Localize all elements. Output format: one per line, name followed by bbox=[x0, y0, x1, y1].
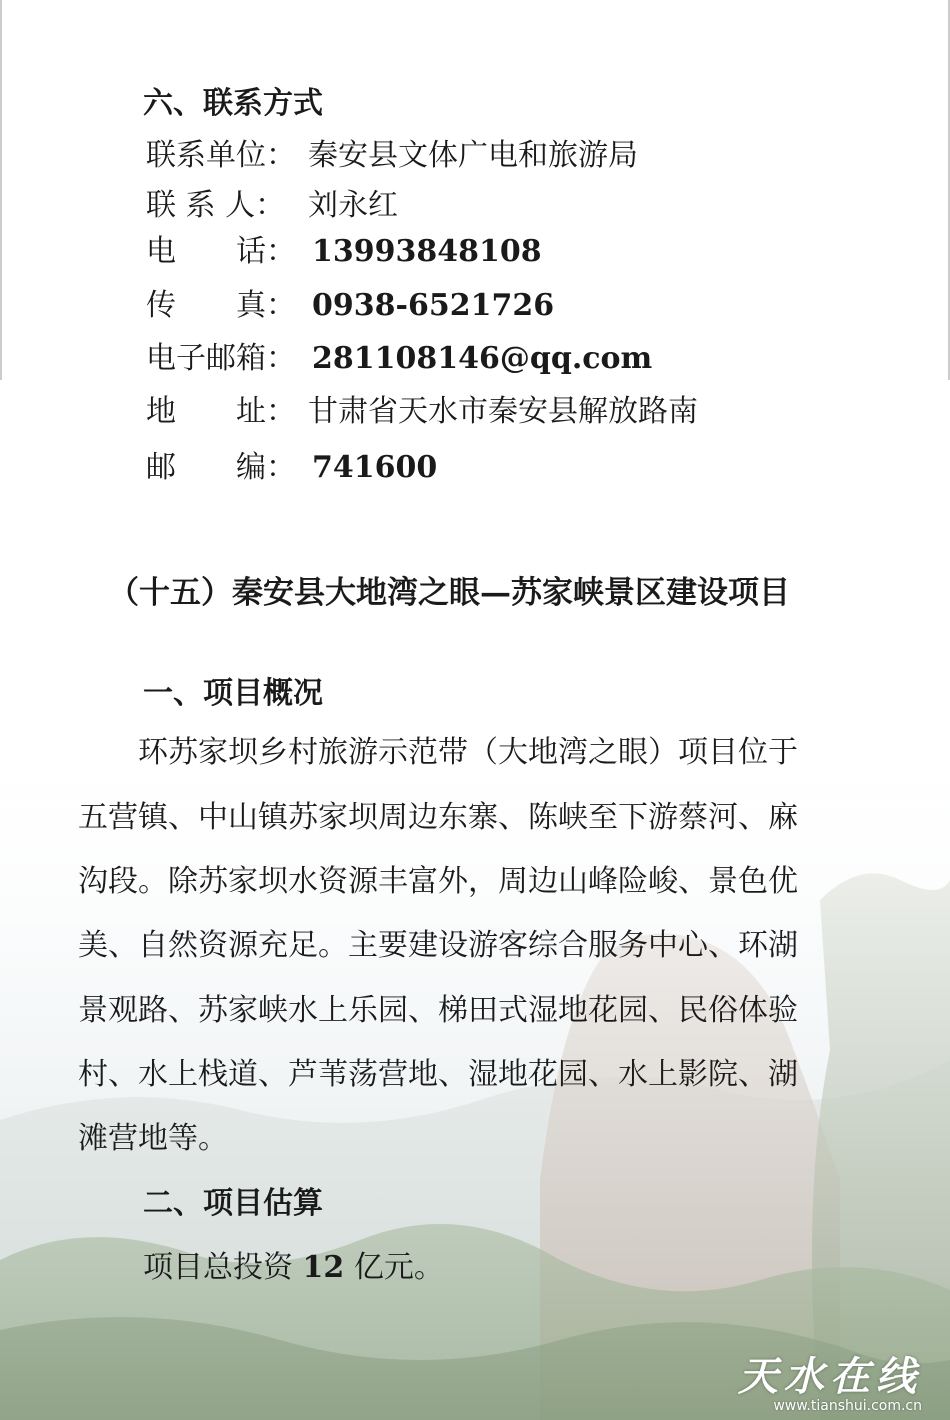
contact-label: 电 话： bbox=[146, 234, 296, 269]
contact-label: 地 址： bbox=[146, 394, 296, 429]
contact-label: 传 真： bbox=[146, 288, 296, 323]
estimate-suffix: 亿元。 bbox=[353, 1250, 444, 1285]
watermark-logo: 天水在线 bbox=[738, 1354, 922, 1400]
contact-value: 281108146@qq.com bbox=[312, 341, 653, 376]
paragraph-line: 村、水上栈道、芦苇荡营地、湿地花园、水上影院、湖 bbox=[78, 1057, 798, 1092]
estimate-text bbox=[143, 1250, 444, 1286]
contact-value: 0938-6521726 bbox=[312, 288, 555, 323]
watermark-url: www.tianshui.com.cn bbox=[773, 1398, 922, 1414]
estimate-amount: 12 bbox=[302, 1250, 345, 1285]
contact-value: 刘永红 bbox=[308, 188, 398, 223]
contact-value: 13993848108 bbox=[312, 234, 542, 269]
paragraph-line: 五营镇、中山镇苏家坝周边东寨、陈峡至下游蔡河、麻 bbox=[78, 800, 798, 835]
paragraph-line: 沟段。除苏家坝水资源丰富外，周边山峰险峻、景色优 bbox=[78, 864, 798, 899]
contact-value: 741600 bbox=[312, 450, 438, 485]
paragraph-line: 美、自然资源充足。主要建设游客综合服务中心、环湖 bbox=[78, 928, 798, 963]
contact-label: 电子邮箱： bbox=[146, 341, 296, 376]
estimate-prefix: 项目总投资 bbox=[143, 1250, 293, 1285]
contact-heading: 六、联系方式 bbox=[143, 86, 323, 121]
estimate-heading: 二、项目估算 bbox=[143, 1186, 323, 1221]
project-title: （十五）秦安县大地湾之眼—苏家峡景区建设项目 bbox=[108, 575, 790, 611]
contact-value: 秦安县文体广电和旅游局 bbox=[308, 138, 638, 173]
contact-label: 联系单位： bbox=[146, 138, 296, 173]
paragraph-line: 滩营地等。 bbox=[78, 1121, 228, 1156]
paragraph-line: 景观路、苏家峡水上乐园、梯田式湿地花园、民俗体验 bbox=[78, 993, 798, 1028]
paragraph-line: 环苏家坝乡村旅游示范带（大地湾之眼）项目位于 bbox=[78, 735, 798, 770]
contact-value: 甘肃省天水市秦安县解放路南 bbox=[308, 394, 698, 429]
contact-label: 邮 编： bbox=[146, 450, 296, 485]
overview-heading: 一、项目概况 bbox=[143, 676, 323, 711]
watermark bbox=[738, 1345, 922, 1414]
contact-label: 联 系 人： bbox=[146, 188, 286, 223]
